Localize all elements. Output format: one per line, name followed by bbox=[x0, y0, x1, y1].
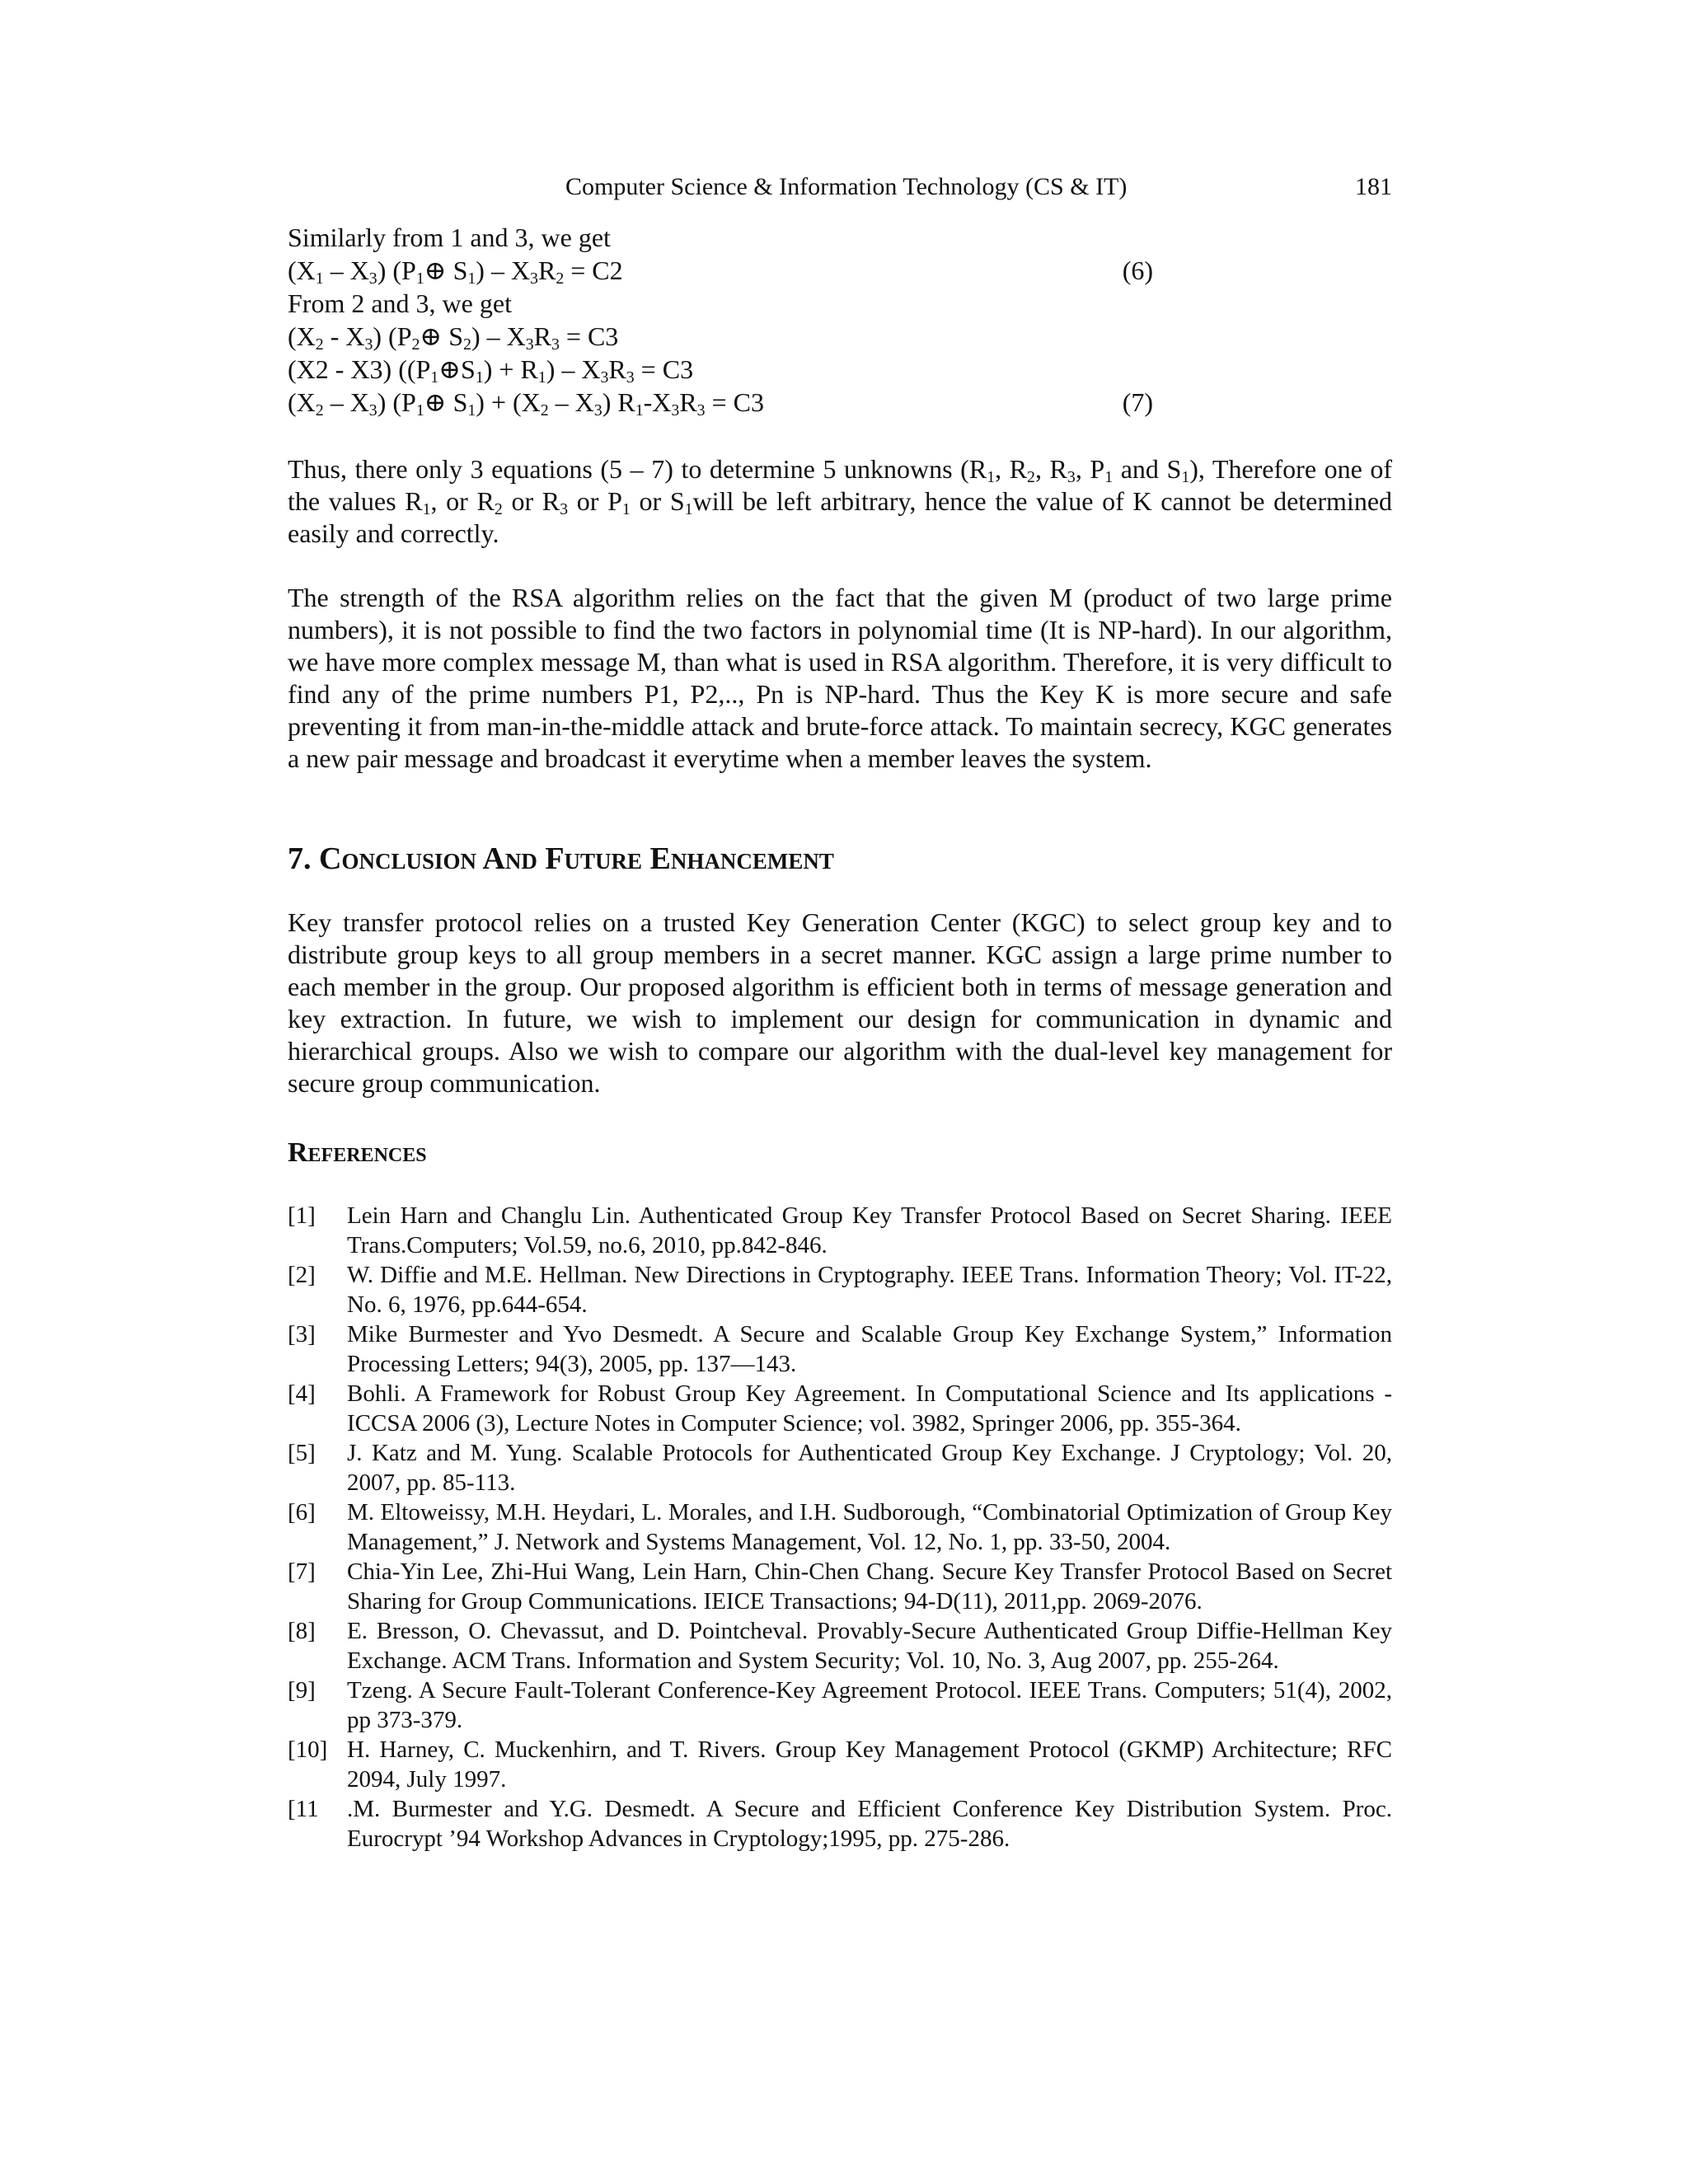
reference-text: Tzeng. A Secure Fault-Tolerant Conference-Key Agreement Protocol. IEEE Trans. Computers; 51(4), 2002, pp 373-379. bbox=[347, 1677, 1392, 1733]
reference-item bbox=[288, 1676, 1392, 1735]
equation-intro-2: From 2 and 3, we get bbox=[288, 288, 512, 318]
equation-6: $(X_1 - X_3)$ ($P_1\oplus$ $S_1) - X_3R_2 = C2$ (6) bbox=[288, 255, 1153, 288]
equation-number: (7) bbox=[1122, 387, 1153, 417]
reference-text: Chia-Yin Lee, Zhi-Hui Wang, Lein Harn, Chin-Chen Chang. Secure Key Transfer Protocol Based on Secret Sharing for Group Communications. IEICE Transactions; 94-D(11), 2011,pp. 2069-2076. bbox=[347, 1558, 1392, 1615]
reference-item bbox=[288, 1617, 1392, 1675]
paragraph-conclusion: Key transfer protocol relies on a trusted Key Generation Center (KGC) to select group key and to distribute group keys to all group members in a secret manner. KGC assign a large prime number to each member in the group. Our proposed algorithm is efficient both in terms of message generation and key extraction. In future, we wish to implement our design for communication in dynamic and hierarchical groups. Also we wish to compare our algorithm with the dual-level key management for secure group communication. bbox=[288, 907, 1392, 1098]
reference-item bbox=[288, 1439, 1392, 1497]
reference-item bbox=[288, 1498, 1392, 1557]
reference-number: [7] bbox=[288, 1558, 316, 1585]
reference-item bbox=[288, 1736, 1392, 1794]
reference-text: .M. Burmester and Y.G. Desmedt. A Secure and Efficient Conference Key Distribution System. Proc. Eurocrypt ’94 Workshop Advances in Cryptology;1995, pp. 275-286. bbox=[347, 1796, 1392, 1852]
reference-text: J. Katz and M. Yung. Scalable Protocols for Authenticated Group Key Exchange. J Cryptology; Vol. 20, 2007, pp. 85-113. bbox=[347, 1440, 1392, 1496]
paragraph-unknowns: Thus, there only 3 equations (5 – 7) to determine 5 unknowns ($R_1$, $R_2$, $R_3$, $P_1$ and $S_1$), Therefore one of the values $R_1$, or $R_2$ or $R_3$ or $P_1$ or $S_1will$ be left arbitrary, hence the value of K cannot be determined easily and correctly. bbox=[288, 454, 1393, 548]
reference-number: [9] bbox=[288, 1677, 316, 1704]
reference-item bbox=[288, 1202, 1392, 1260]
reference-number: [2] bbox=[288, 1262, 316, 1288]
reference-number: [11 bbox=[288, 1796, 319, 1822]
section-heading: 7. Conclusion And Future Enhancement bbox=[288, 841, 834, 876]
equation-line: (X2 - X3) $((P_1\oplus S_1) + R_1) - X_3R_3 = C3$ bbox=[288, 354, 694, 387]
reference-text: M. Eltoweissy, M.H. Heydari, L. Morales, and I.H. Sudborough, “Combinatorial Optimization of Group Key Management,” J. Network and Systems Management, Vol. 12, No. 1, pp. 33-50, 2004. bbox=[347, 1499, 1392, 1555]
reference-number: [4] bbox=[288, 1380, 316, 1407]
reference-number: [5] bbox=[288, 1440, 316, 1466]
reference-text: W. Diffie and M.E. Hellman. New Directions in Cryptography. IEEE Trans. Information Theory; Vol. IT-22, No. 6, 1976, pp.644-654. bbox=[347, 1262, 1392, 1318]
reference-item bbox=[288, 1558, 1392, 1616]
reference-text: Lein Harn and Changlu Lin. Authenticated Group Key Transfer Protocol Based on Secret Sharing. IEEE Trans.Computers; Vol.59, no.6, 2010, pp.842-846. bbox=[347, 1202, 1392, 1258]
reference-item bbox=[288, 1795, 1392, 1854]
running-header bbox=[288, 173, 1392, 206]
journal-title: Computer Science & Information Technology (CS & IT) bbox=[565, 173, 1128, 200]
reference-number: [10] bbox=[288, 1736, 328, 1763]
reference-item bbox=[288, 1320, 1392, 1379]
reference-text: E. Bresson, O. Chevassut, and D. Pointcheval. Provably-Secure Authenticated Group Diffie-Hellman Key Exchange. ACM Trans. Information and System Security; Vol. 10, No. 3, Aug 2007, pp. 255-264. bbox=[347, 1618, 1392, 1674]
equation-line: $(X_2 - X_3)$ ($P_2\oplus$ $S_2) - X_3R_3 = C3$ bbox=[288, 321, 619, 354]
reference-text: H. Harney, C. Muckenhirn, and T. Rivers. Group Key Management Protocol (GKMP) Architecture; RFC 2094, July 1997. bbox=[347, 1736, 1392, 1793]
reference-number: [3] bbox=[288, 1321, 316, 1347]
equation-number: (6) bbox=[1122, 255, 1153, 285]
equation-intro-1: Similarly from 1 and 3, we get bbox=[288, 223, 611, 252]
paragraph-rsa-strength: The strength of the RSA algorithm relies on the fact that the given M (product of two large prime numbers), it is not possible to find the two factors in polynomial time (It is NP-hard). In our algorithm, we have more complex message M, than what is used in RSA algorithm. Therefore, it is very difficult to find any of the prime numbers P1, P2,.., Pn is NP-hard. Thus the Key K is more secure and safe preventing it from man-in-the-middle attack and brute-force attack. To maintain secrecy, KGC generates a new pair message and broadcast it everytime when a member leaves the system. bbox=[288, 583, 1392, 773]
reference-number: [8] bbox=[288, 1618, 316, 1644]
reference-item bbox=[288, 1261, 1392, 1319]
reference-text: Bohli. A Framework for Robust Group Key Agreement. In Computational Science and Its applications - ICCSA 2006 (3), Lecture Notes in Computer Science; vol. 3982, Springer 2006, pp. 355-364. bbox=[347, 1380, 1392, 1436]
reference-text: Mike Burmester and Yvo Desmedt. A Secure and Scalable Group Key Exchange System,” Information Processing Letters; 94(3), 2005, pp. 137—143. bbox=[347, 1321, 1392, 1377]
page-number: 181 bbox=[1355, 173, 1392, 200]
equation-block bbox=[288, 221, 1153, 419]
equation-7: $(X_2 - X_3)$ ($P_1\oplus$ $S_1) + (X_2 - X_3)$ $R_1-X_3R_3 = C3$ (7) bbox=[288, 387, 1153, 419]
reference-number: [6] bbox=[288, 1499, 316, 1526]
reference-item bbox=[288, 1380, 1392, 1438]
references-heading: References bbox=[288, 1137, 427, 1168]
reference-number: [1] bbox=[288, 1202, 316, 1229]
reference-list bbox=[288, 1202, 1392, 1854]
